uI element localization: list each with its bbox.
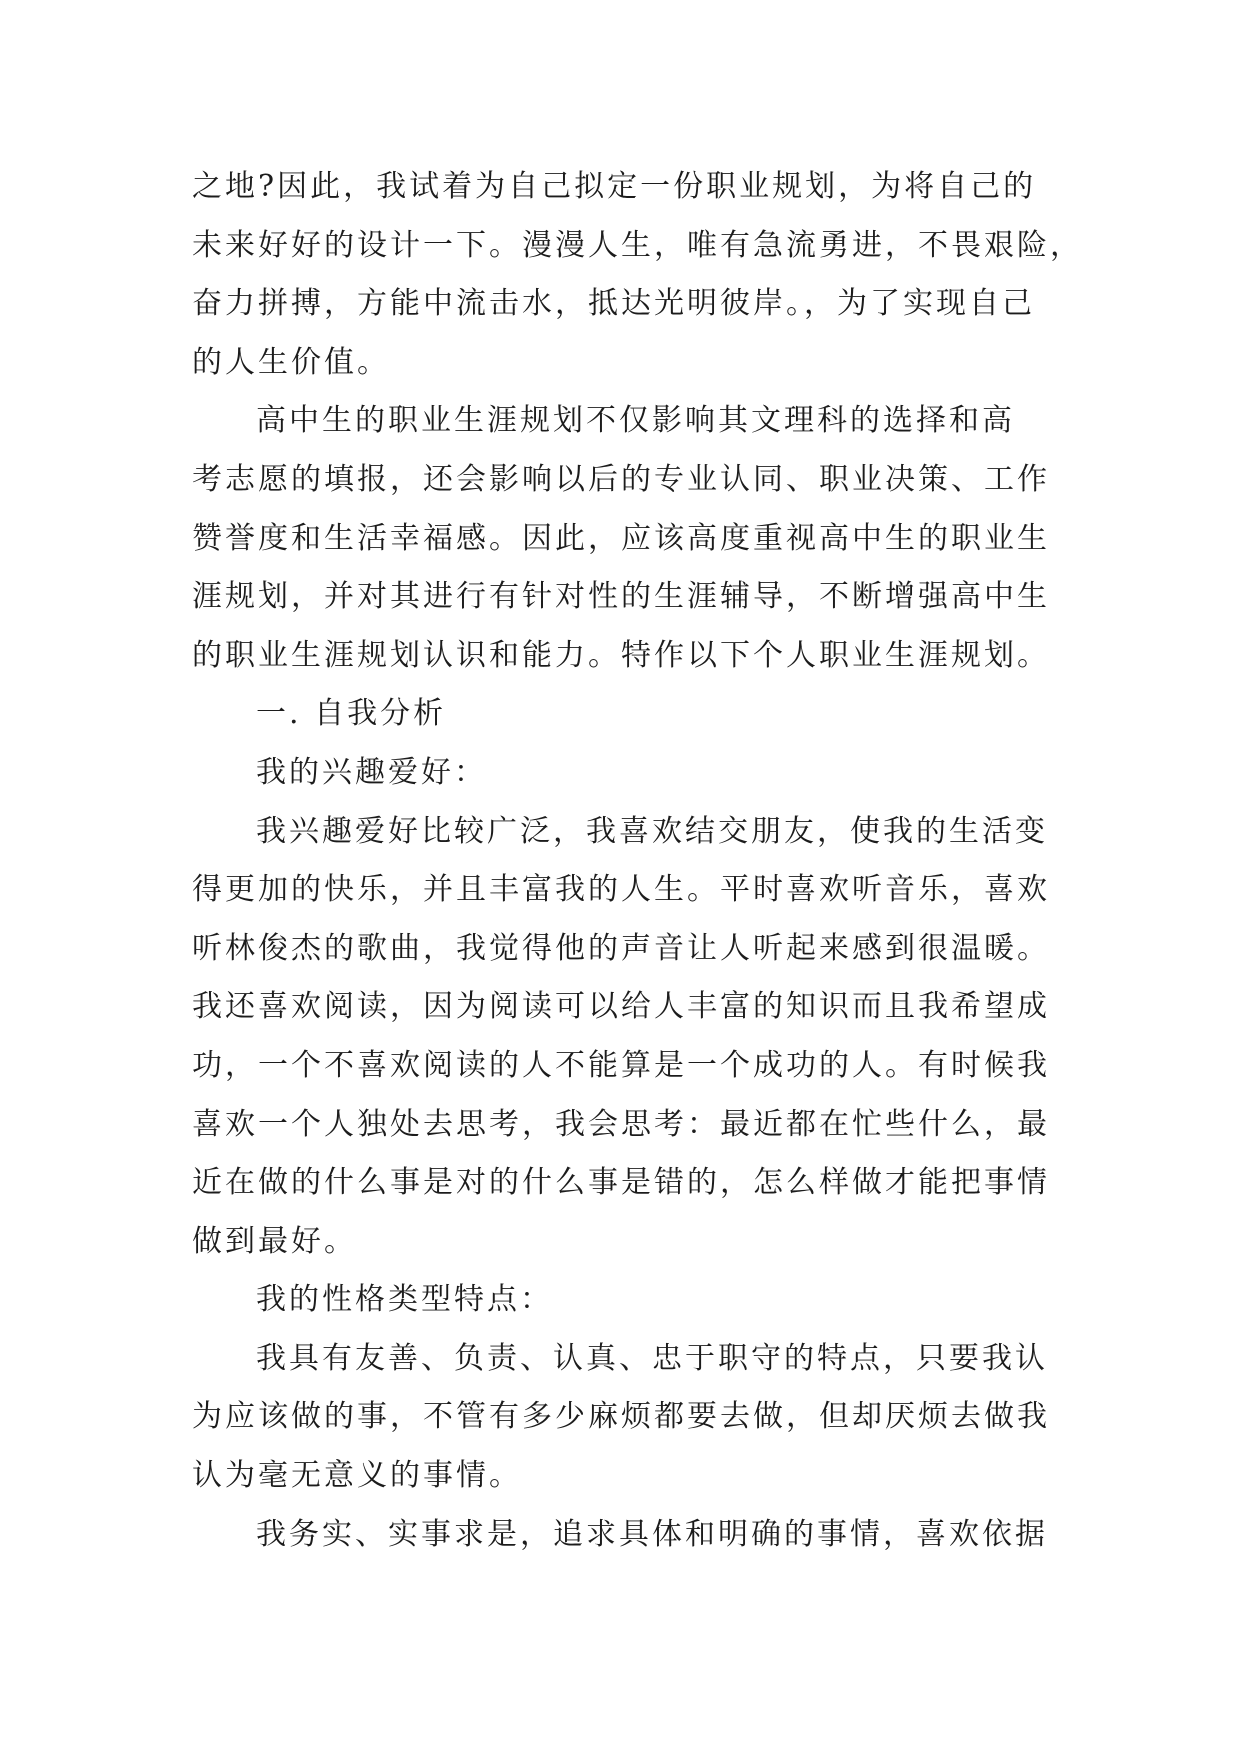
paragraph-hobbies <box>192 803 1072 1272</box>
text-line: 赞誉度和生活幸福感。因此，应该高度重视高中生的职业生 <box>192 520 1050 556</box>
heading-line: 一. 自我分析 <box>256 696 447 732</box>
section-heading <box>192 685 1072 744</box>
text-line: 功，一个不喜欢阅读的人不能算是一个成功的人。有时候我 <box>192 1047 1050 1083</box>
text-line: 我兴趣爱好比较广泛，我喜欢结交朋友，使我的生活变 <box>256 813 1048 849</box>
text-line: 奋力拼搏，方能中流击水，抵达光明彼岸。，为了实现自己 <box>192 286 1035 322</box>
text-line: 近在做的什么事是对的什么事是错的，怎么样做才能把事情 <box>192 1165 1050 1201</box>
text-line: 我具有友善、负责、认真、忠于职守的特点，只要我认 <box>256 1340 1048 1376</box>
text-line: 的职业生涯规划认识和能力。特作以下个人职业生涯规划。 <box>192 637 1050 673</box>
paragraph-intro <box>192 158 1083 392</box>
text-line: 得更加的快乐，并且丰富我的人生。平时喜欢听音乐，喜欢 <box>192 872 1050 908</box>
text-line: 考志愿的填报，还会影响以后的专业认同、职业决策、工作 <box>192 461 1050 497</box>
text-line: 为应该做的事，不管有多少麻烦都要去做，但却厌烦去做我 <box>192 1399 1050 1435</box>
text-line: 认为毫无意义的事情。 <box>192 1458 522 1494</box>
text-line: 的人生价值。 <box>192 344 390 380</box>
personality-heading <box>192 1271 1072 1330</box>
heading-line: 我的兴趣爱好： <box>256 754 487 790</box>
hobbies-heading <box>192 744 1072 803</box>
paragraph-career-planning <box>192 392 1072 685</box>
text-line: 我还喜欢阅读，因为阅读可以给人丰富的知识而且我希望成 <box>192 989 1050 1025</box>
text-line: 做到最好。 <box>192 1223 357 1259</box>
text-line: 未来好好的设计一下。漫漫人生，唯有急流勇进，不畏艰险， <box>192 227 1083 263</box>
paragraph-personality <box>192 1330 1072 1506</box>
text-line: 我务实、实事求是，追求具体和明确的事情，喜欢依据 <box>256 1516 1048 1552</box>
text-line: 高中生的职业生涯规划不仅影响其文理科的选择和高 <box>256 403 1015 439</box>
text-line: 涯规划，并对其进行有针对性的生涯辅导，不断增强高中生 <box>192 579 1050 615</box>
paragraph-practical <box>192 1506 1072 1565</box>
text-line: 之地?因此，我试着为自己拟定一份职业规划，为将自己的 <box>192 169 1037 204</box>
text-line: 喜欢一个人独处去思考，我会思考：最近都在忙些什么，最 <box>192 1106 1050 1142</box>
document-page <box>192 158 1083 1564</box>
heading-line: 我的性格类型特点： <box>256 1282 553 1318</box>
text-line: 听林俊杰的歌曲，我觉得他的声音让人听起来感到很温暖。 <box>192 930 1050 966</box>
